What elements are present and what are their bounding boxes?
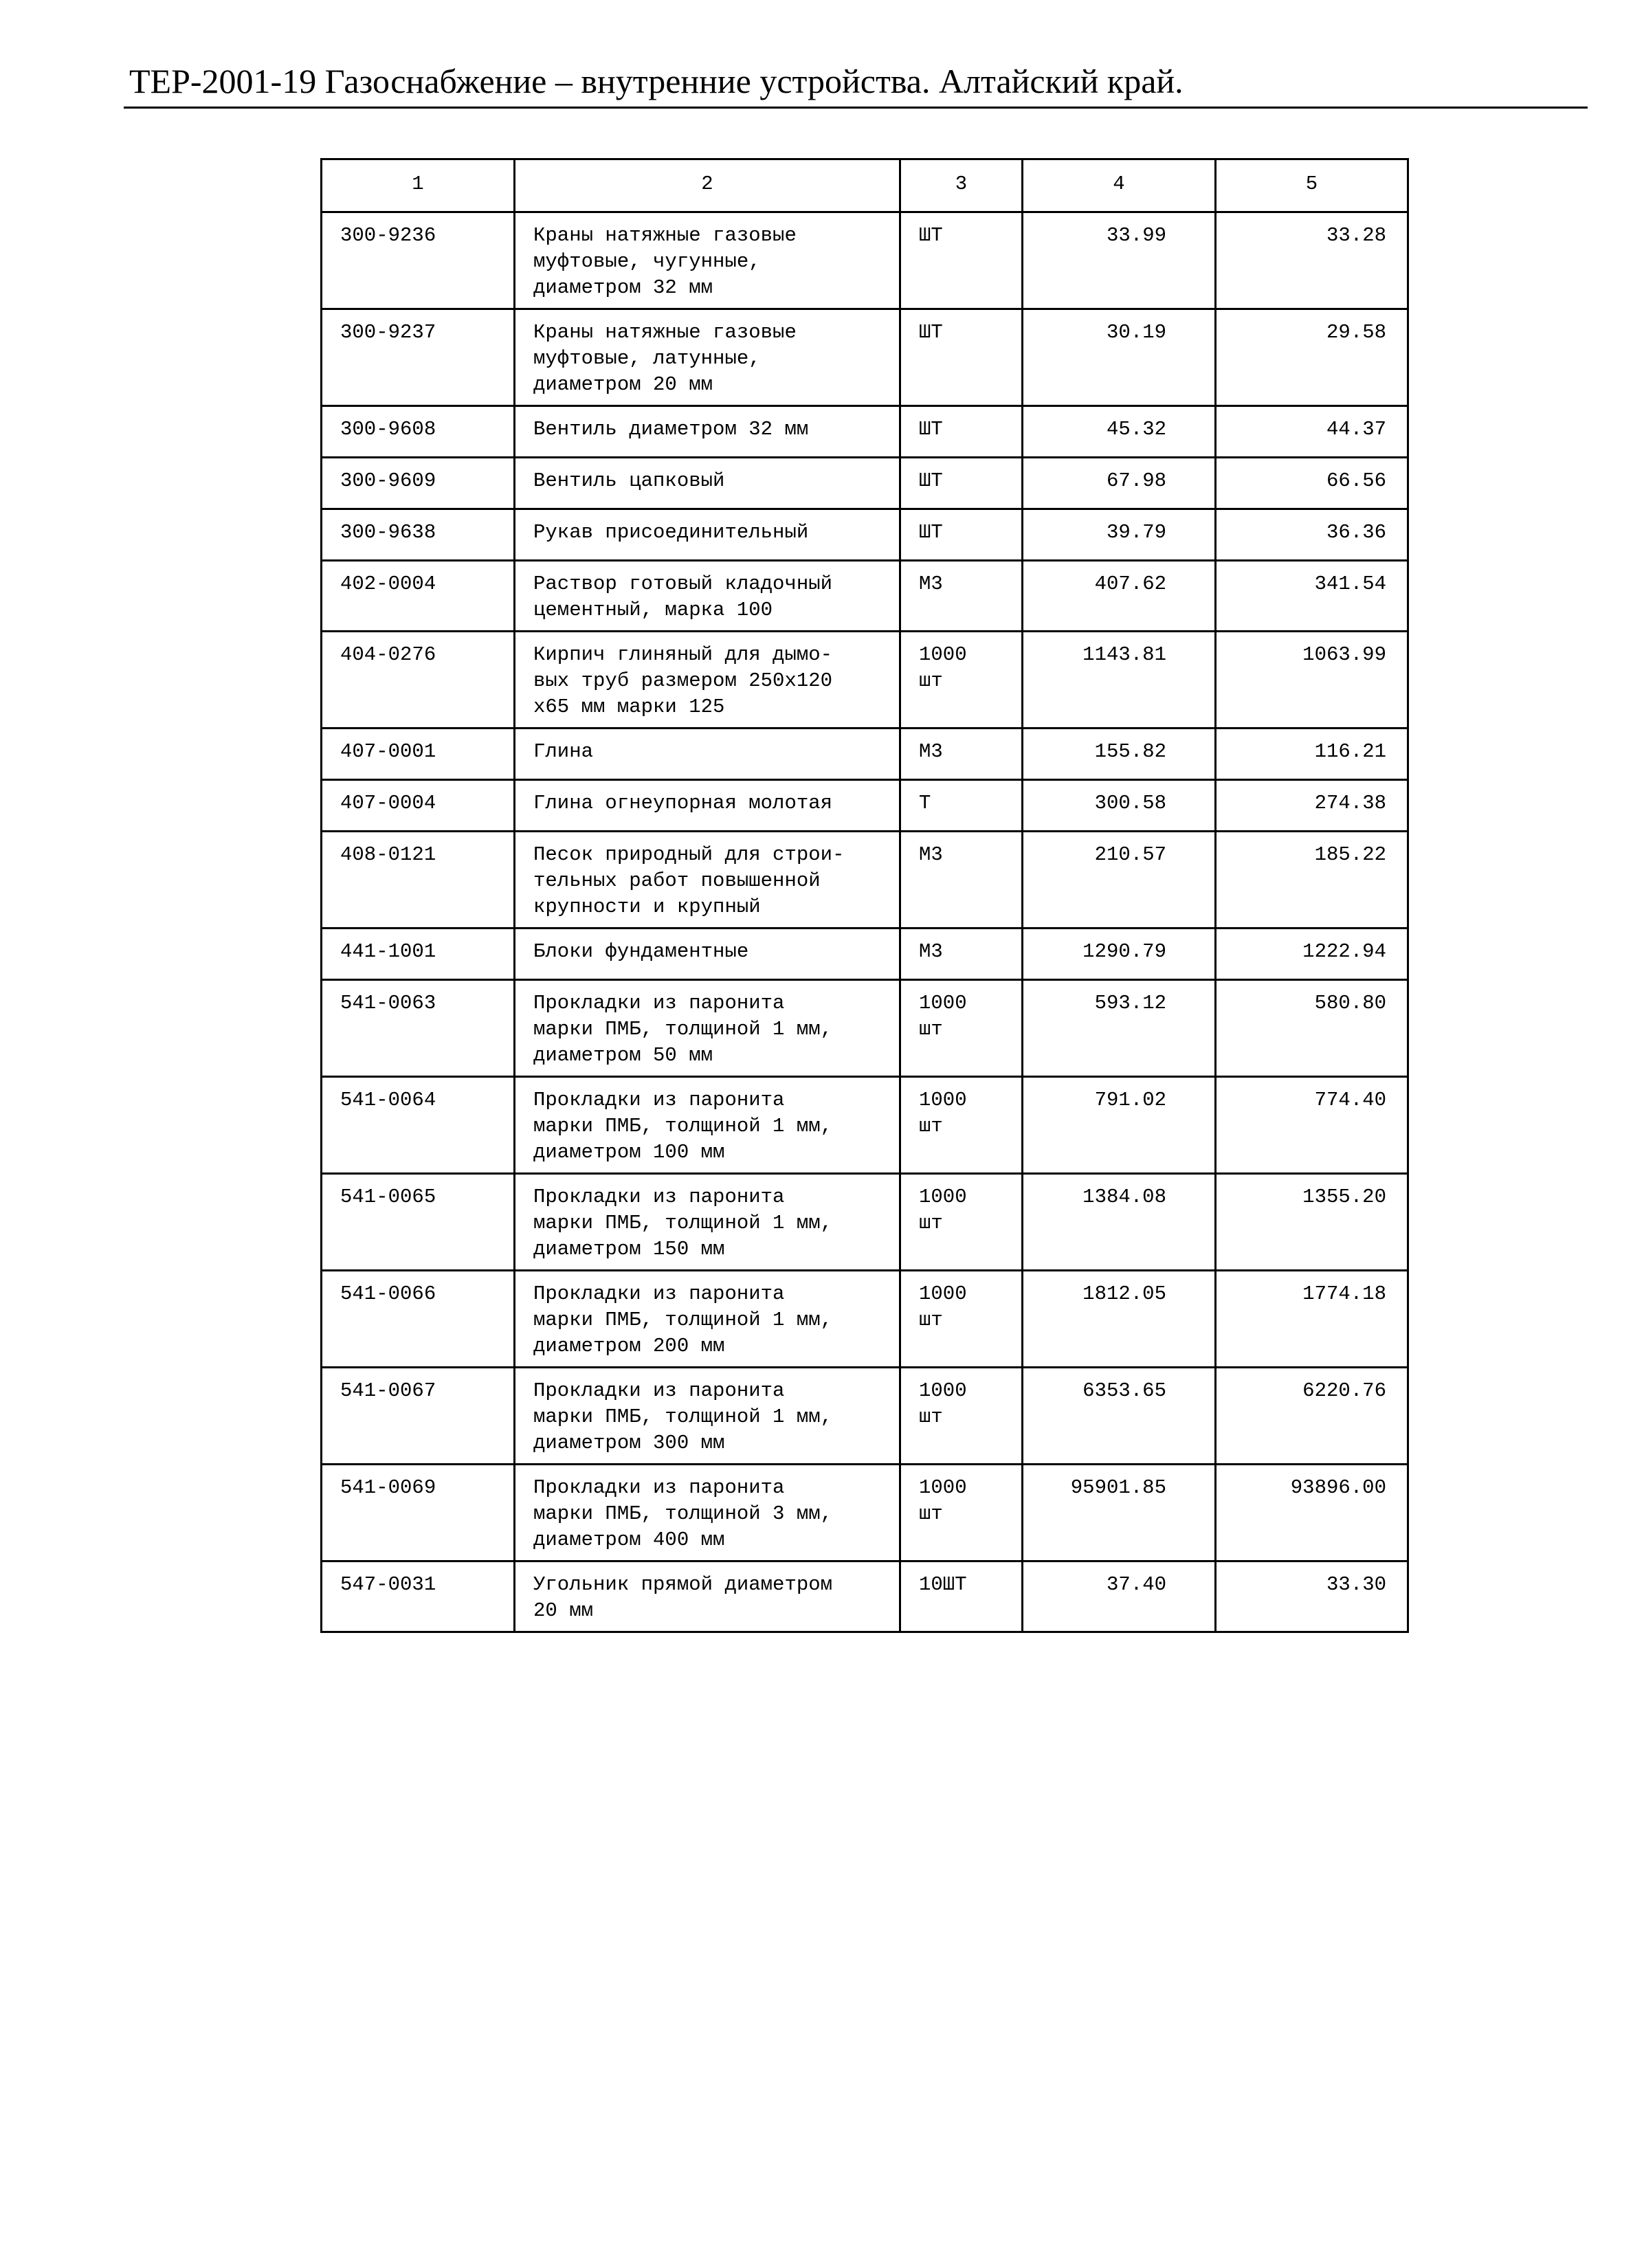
table-row xyxy=(322,309,1408,406)
item-price-col4: 1812.05 xyxy=(1023,1271,1216,1368)
item-code: 404-0276 xyxy=(322,632,515,729)
item-name: Прокладки из паронита марки ПМБ, толщиной 1 мм, диаметром 300 мм xyxy=(515,1368,900,1465)
table-row xyxy=(322,929,1408,980)
item-code: 300-9608 xyxy=(322,406,515,458)
item-code: 541-0063 xyxy=(322,980,515,1077)
item-price-col5: 44.37 xyxy=(1216,406,1408,458)
item-code: 300-9609 xyxy=(322,458,515,509)
item-code: 541-0065 xyxy=(322,1174,515,1271)
table-row xyxy=(322,458,1408,509)
item-unit: ШТ xyxy=(900,212,1023,309)
item-name: Прокладки из паронита марки ПМБ, толщиной 1 мм, диаметром 100 мм xyxy=(515,1077,900,1174)
item-price-col5: 274.38 xyxy=(1216,780,1408,832)
item-name: Прокладки из паронита марки ПМБ, толщиной 1 мм, диаметром 150 мм xyxy=(515,1174,900,1271)
page-title: ТЕР-2001-19 Газоснабжение – внутренние устройства. Алтайский край. xyxy=(129,62,1184,100)
table-row xyxy=(322,1561,1408,1632)
item-unit: 1000 шт xyxy=(900,632,1023,729)
table-row xyxy=(322,729,1408,780)
item-price-col4: 45.32 xyxy=(1023,406,1216,458)
item-unit: М3 xyxy=(900,729,1023,780)
column-header: 4 xyxy=(1023,159,1216,212)
item-price-col4: 210.57 xyxy=(1023,832,1216,929)
item-name: Рукав присоединительный xyxy=(515,509,900,561)
table-row xyxy=(322,1077,1408,1174)
item-code: 441-1001 xyxy=(322,929,515,980)
header-divider xyxy=(124,107,1588,109)
item-code: 541-0067 xyxy=(322,1368,515,1465)
column-header: 1 xyxy=(322,159,515,212)
item-unit: 1000 шт xyxy=(900,1174,1023,1271)
item-price-col4: 39.79 xyxy=(1023,509,1216,561)
item-unit: М3 xyxy=(900,929,1023,980)
item-code: 541-0064 xyxy=(322,1077,515,1174)
item-price-col4: 407.62 xyxy=(1023,561,1216,632)
item-unit: 1000 шт xyxy=(900,1368,1023,1465)
item-code: 407-0004 xyxy=(322,780,515,832)
table-row xyxy=(322,406,1408,458)
item-unit: ШТ xyxy=(900,406,1023,458)
item-price-col4: 155.82 xyxy=(1023,729,1216,780)
item-price-col4: 791.02 xyxy=(1023,1077,1216,1174)
item-price-col5: 33.30 xyxy=(1216,1561,1408,1632)
table-body xyxy=(322,212,1408,1632)
item-price-col5: 36.36 xyxy=(1216,509,1408,561)
item-price-col5: 774.40 xyxy=(1216,1077,1408,1174)
item-price-col5: 66.56 xyxy=(1216,458,1408,509)
item-price-col4: 30.19 xyxy=(1023,309,1216,406)
item-price-col5: 341.54 xyxy=(1216,561,1408,632)
item-unit: 1000 шт xyxy=(900,1465,1023,1561)
item-name: Раствор готовый кладочный цементный, марка 100 xyxy=(515,561,900,632)
item-price-col4: 1143.81 xyxy=(1023,632,1216,729)
item-unit: 10ШТ xyxy=(900,1561,1023,1632)
item-unit: 1000 шт xyxy=(900,1077,1023,1174)
item-unit: М3 xyxy=(900,561,1023,632)
item-price-col5: 185.22 xyxy=(1216,832,1408,929)
item-code: 402-0004 xyxy=(322,561,515,632)
item-price-col4: 1290.79 xyxy=(1023,929,1216,980)
item-price-col4: 300.58 xyxy=(1023,780,1216,832)
item-price-col4: 37.40 xyxy=(1023,1561,1216,1632)
item-price-col5: 116.21 xyxy=(1216,729,1408,780)
item-unit: ШТ xyxy=(900,309,1023,406)
item-price-col4: 593.12 xyxy=(1023,980,1216,1077)
item-name: Вентиль цапковый xyxy=(515,458,900,509)
item-price-col4: 33.99 xyxy=(1023,212,1216,309)
table-row xyxy=(322,1368,1408,1465)
item-code: 407-0001 xyxy=(322,729,515,780)
item-name: Прокладки из паронита марки ПМБ, толщиной 1 мм, диаметром 200 мм xyxy=(515,1271,900,1368)
price-table xyxy=(320,158,1409,1633)
item-name: Кирпич глиняный для дымо- вых труб размером 250х120 х65 мм марки 125 xyxy=(515,632,900,729)
item-code: 541-0066 xyxy=(322,1271,515,1368)
item-price-col5: 1222.94 xyxy=(1216,929,1408,980)
item-price-col5: 1774.18 xyxy=(1216,1271,1408,1368)
item-price-col5: 6220.76 xyxy=(1216,1368,1408,1465)
item-unit: 1000 шт xyxy=(900,1271,1023,1368)
item-code: 300-9237 xyxy=(322,309,515,406)
table-row xyxy=(322,1465,1408,1561)
item-code: 408-0121 xyxy=(322,832,515,929)
table-row xyxy=(322,1271,1408,1368)
item-price-col4: 95901.85 xyxy=(1023,1465,1216,1561)
item-unit: ШТ xyxy=(900,458,1023,509)
item-name: Вентиль диаметром 32 мм xyxy=(515,406,900,458)
item-name: Угольник прямой диаметром 20 мм xyxy=(515,1561,900,1632)
column-header: 5 xyxy=(1216,159,1408,212)
table-row xyxy=(322,212,1408,309)
table-row xyxy=(322,832,1408,929)
item-unit: М3 xyxy=(900,832,1023,929)
item-price-col4: 6353.65 xyxy=(1023,1368,1216,1465)
item-name: Краны натяжные газовые муфтовые, чугунные, диаметром 32 мм xyxy=(515,212,900,309)
item-price-col4: 67.98 xyxy=(1023,458,1216,509)
item-name: Прокладки из паронита марки ПМБ, толщиной 3 мм, диаметром 400 мм xyxy=(515,1465,900,1561)
item-price-col5: 29.58 xyxy=(1216,309,1408,406)
item-price-col5: 580.80 xyxy=(1216,980,1408,1077)
item-code: 300-9236 xyxy=(322,212,515,309)
item-name: Прокладки из паронита марки ПМБ, толщиной 1 мм, диаметром 50 мм xyxy=(515,980,900,1077)
table-row xyxy=(322,780,1408,832)
item-code: 547-0031 xyxy=(322,1561,515,1632)
table-row xyxy=(322,1174,1408,1271)
item-price-col5: 93896.00 xyxy=(1216,1465,1408,1561)
item-name: Глина xyxy=(515,729,900,780)
item-code: 541-0069 xyxy=(322,1465,515,1561)
table-header-row xyxy=(322,159,1408,212)
item-name: Песок природный для строи- тельных работ повышенной крупности и крупный xyxy=(515,832,900,929)
item-unit: 1000 шт xyxy=(900,980,1023,1077)
item-price-col5: 1063.99 xyxy=(1216,632,1408,729)
item-unit: Т xyxy=(900,780,1023,832)
table-row xyxy=(322,509,1408,561)
table-row xyxy=(322,632,1408,729)
table-row xyxy=(322,980,1408,1077)
column-header: 2 xyxy=(515,159,900,212)
item-price-col5: 1355.20 xyxy=(1216,1174,1408,1271)
item-name: Глина огнеупорная молотая xyxy=(515,780,900,832)
item-price-col4: 1384.08 xyxy=(1023,1174,1216,1271)
item-code: 300-9638 xyxy=(322,509,515,561)
item-name: Краны натяжные газовые муфтовые, латунные, диаметром 20 мм xyxy=(515,309,900,406)
item-unit: ШТ xyxy=(900,509,1023,561)
item-price-col5: 33.28 xyxy=(1216,212,1408,309)
table-row xyxy=(322,561,1408,632)
item-name: Блоки фундаментные xyxy=(515,929,900,980)
column-header: 3 xyxy=(900,159,1023,212)
